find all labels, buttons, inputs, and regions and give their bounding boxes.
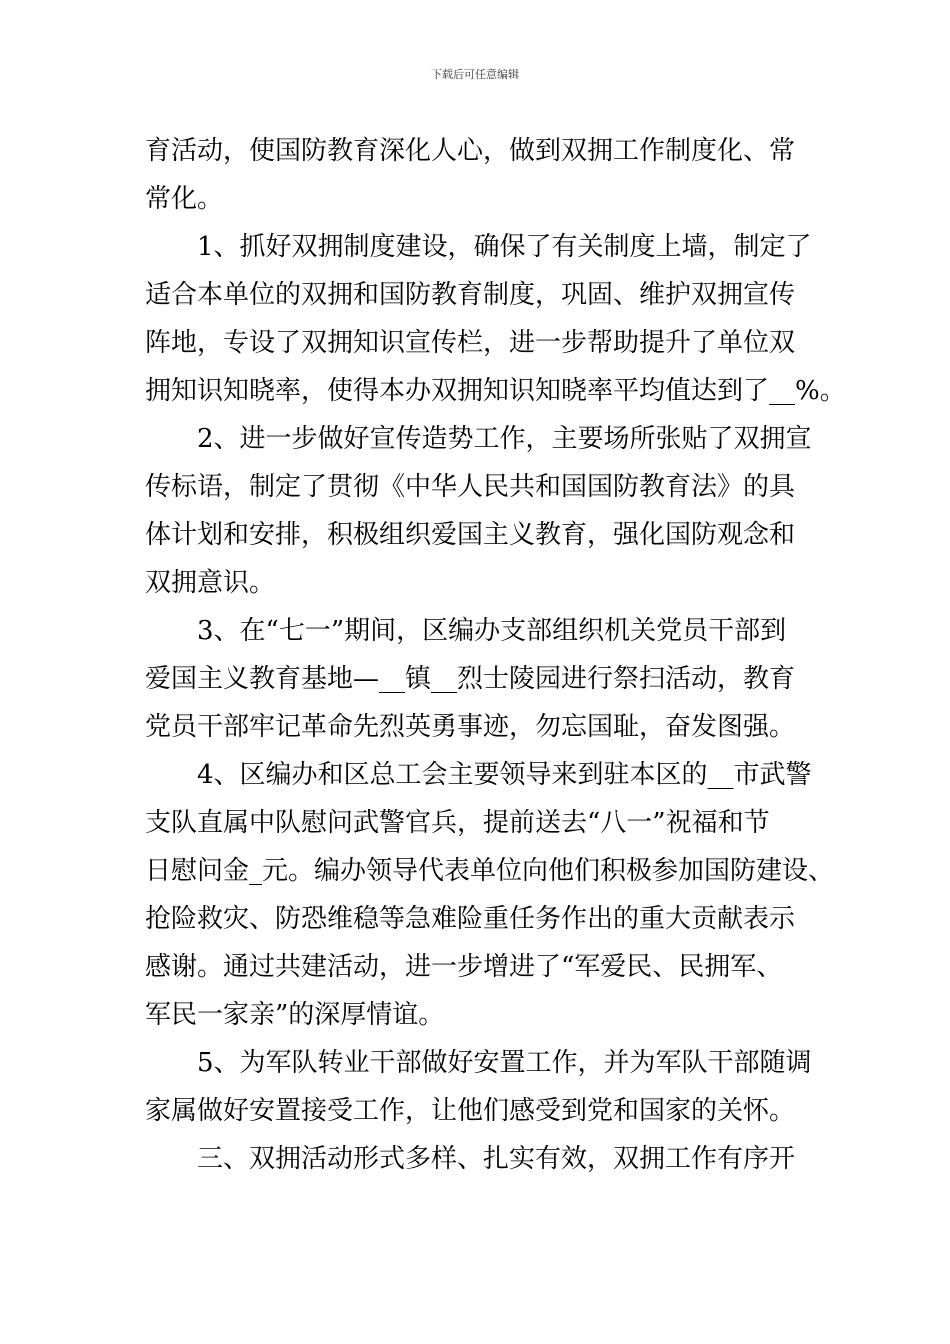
text-line: 阵地，专设了双拥知识宣传栏，进一步帮助提升了单位双: [145, 328, 796, 358]
text-line: 三、双拥活动形式多样、扎实有效，双拥工作有序开: [197, 1144, 796, 1174]
text-line: 育活动，使国防教育深化人心，做到双拥工作制度化、常: [145, 136, 796, 166]
text-line: 1、抓好双拥制度建设，确保了有关制度上墙，制定了: [197, 232, 812, 262]
text-line: 抢险救灾、防恐维稳等急难险重任务作出的重大贡献表示: [145, 904, 796, 934]
text-line: 感谢。通过共建活动，进一步增进了“军爱民、民拥军、: [145, 952, 783, 982]
text-line: 传标语，制定了贯彻《中华人民共和国国防教育法》的具: [145, 472, 796, 502]
text-line: 5、为军队转业干部做好安置工作，并为军队干部随调: [197, 1048, 812, 1078]
text-line: 家属做好安置接受工作，让他们感受到党和国家的关怀。: [145, 1096, 796, 1126]
text-line: 2、进一步做好宣传造势工作，主要场所张贴了双拥宣: [197, 424, 812, 454]
text-line: 3、在“七一”期间，区编办支部组织机关党员干部到: [197, 616, 787, 646]
text-line: 4、区编办和区总工会主要领导来到驻本区的__市武警: [197, 760, 812, 790]
text-line: 日慰问金_元。编办领导代表单位向他们积极参加国防建设、: [145, 856, 835, 886]
page-header: 下载后可任意编辑: [431, 68, 519, 81]
text-line: 双拥意识。: [145, 568, 276, 598]
text-line: 党员干部牢记革命先烈英勇事迹，勿忘国耻，奋发图强。: [145, 712, 796, 742]
text-line: 常化。: [145, 184, 224, 214]
text-line: 适合本单位的双拥和国防教育制度，巩固、维护双拥宣传: [145, 280, 796, 310]
text-line: 军民一家亲”的深厚情谊。: [145, 1000, 445, 1030]
text-line: 支队直属中队慰问武警官兵，提前送去“八一”祝福和节: [145, 808, 770, 838]
text-line: 拥知识知晓率，使得本办双拥知识知晓率平均值达到了__%。: [145, 376, 846, 406]
text-line: 爱国主义教育基地—__镇__烈士陵园进行祭扫活动，教育: [145, 664, 796, 694]
text-line: 体计划和安排，积极组织爱国主义教育，强化国防观念和: [145, 520, 796, 550]
